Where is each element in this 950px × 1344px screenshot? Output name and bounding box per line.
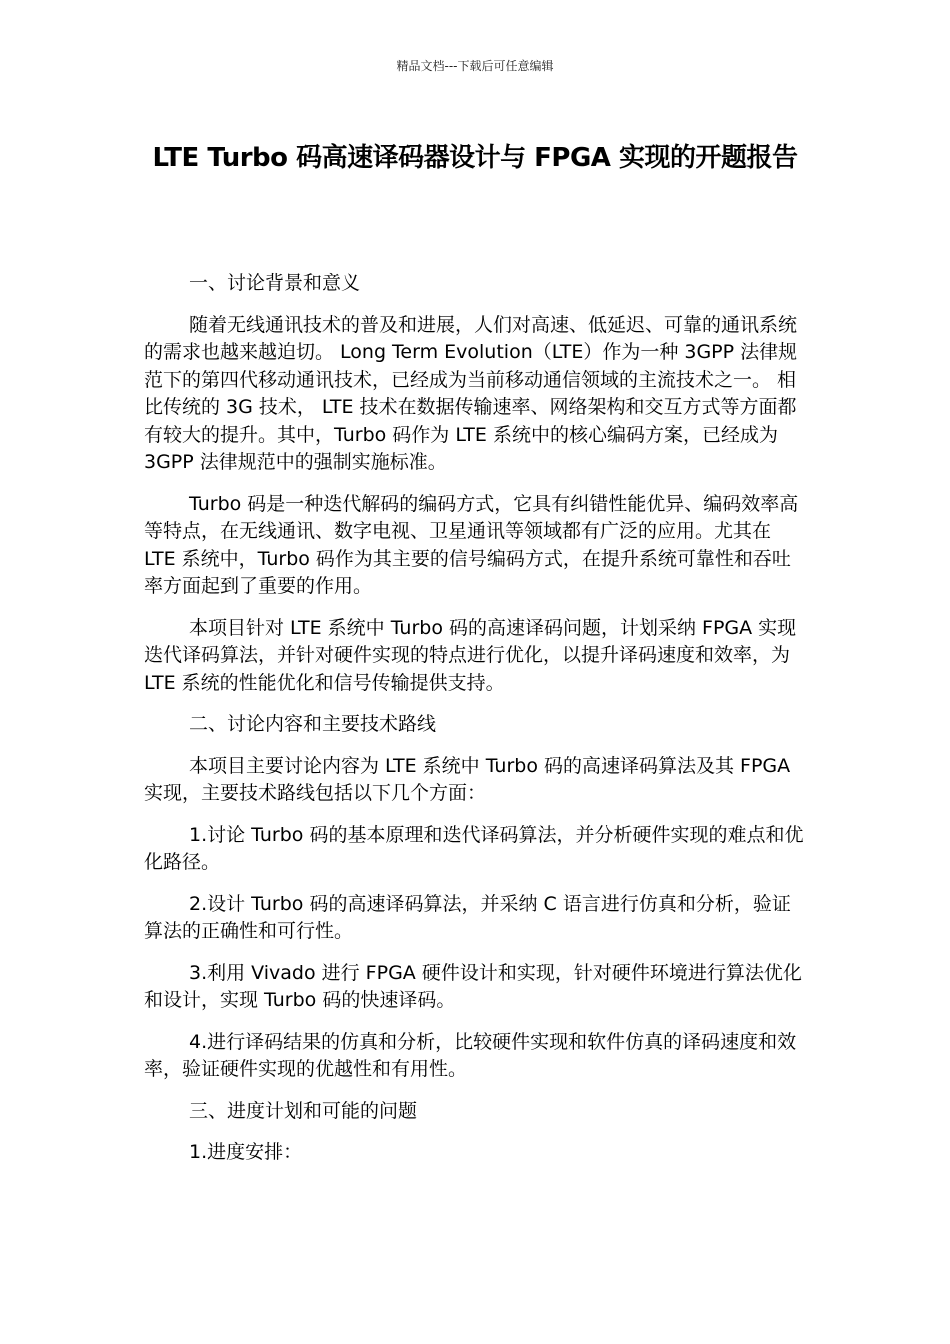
list-item-content-2: 2.设计 Turbo 码的高速译码算法，并采纳 C 语言进行仿真和分析，验证算法的正确性和可行性。 <box>144 892 791 942</box>
section-heading-background: 一、讨论背景和意义 <box>189 272 361 294</box>
paragraph-background-2: Turbo 码是一种迭代解码的编码方式，它具有纠错性能优异、编码效率高等特点，在无线通讯、数字电视、卫星通讯等领域都有广泛的应用。尤其在 LTE 系统中，Turbo 码作为其主要的信号编码方式，在提升系统可靠性和吞吐率方面起到了重要的作用。 <box>144 492 799 597</box>
section-heading-schedule: 三、进度计划和可能的问题 <box>189 1099 418 1122</box>
paragraph-background-3: 本项目针对 LTE 系统中 Turbo 码的高速译码问题，计划采纳 FPGA 实现迭代译码算法，并针对硬件实现的特点进行优化，以提升译码速度和效率，为 LTE 系统的性能优化和信号传输提供支持。 <box>144 616 797 694</box>
document-body <box>144 270 808 1181</box>
list-item-schedule-1: 1.进度安排： <box>189 1141 303 1163</box>
section-heading-content: 二、讨论内容和主要技术路线 <box>189 713 437 735</box>
document-title: LTE Turbo 码高速译码器设计与 FPGA 实现的开题报告 <box>152 143 798 173</box>
list-item-content-4: 4.进行译码结果的仿真和分析，比较硬件实现和软件仿真的译码速度和效率，验证硬件实现的优越性和有用性。 <box>144 1030 797 1080</box>
paragraph-background-1: 随着无线通讯技术的普及和进展，人们对高速、低延迟、可靠的通讯系统的需求也越来越迫切。 Long Term Evolution（LTE）作为一种 3GPP 法律规范下的第四代移动通讯技术，已经成为当前移动通信领域的主流技术之一。 相比传统的 3G 技术， LTE 技术在数据传输速率、网络架构和交互方式等方面都有较大的提升。其中，Turbo 码作为 LTE 系统中的核心编码方案，已经成为 3GPP 法律规范中的强制实施标准。 <box>144 313 798 473</box>
paragraph-content-intro: 本项目主要讨论内容为 LTE 系统中 Turbo 码的高速译码算法及其 FPGA 实现，主要技术路线包括以下几个方面： <box>144 754 791 804</box>
list-item-content-3: 3.利用 Vivado 进行 FPGA 硬件设计和实现，针对硬件环境进行算法优化和设计，实现 Turbo 码的快速译码。 <box>144 961 802 1011</box>
header-note: 精品文档---下载后可任意编辑 <box>396 59 554 73</box>
list-item-content-1: 1.讨论 Turbo 码的基本原理和迭代译码算法，并分析硬件实现的难点和优化路径。 <box>144 823 804 873</box>
